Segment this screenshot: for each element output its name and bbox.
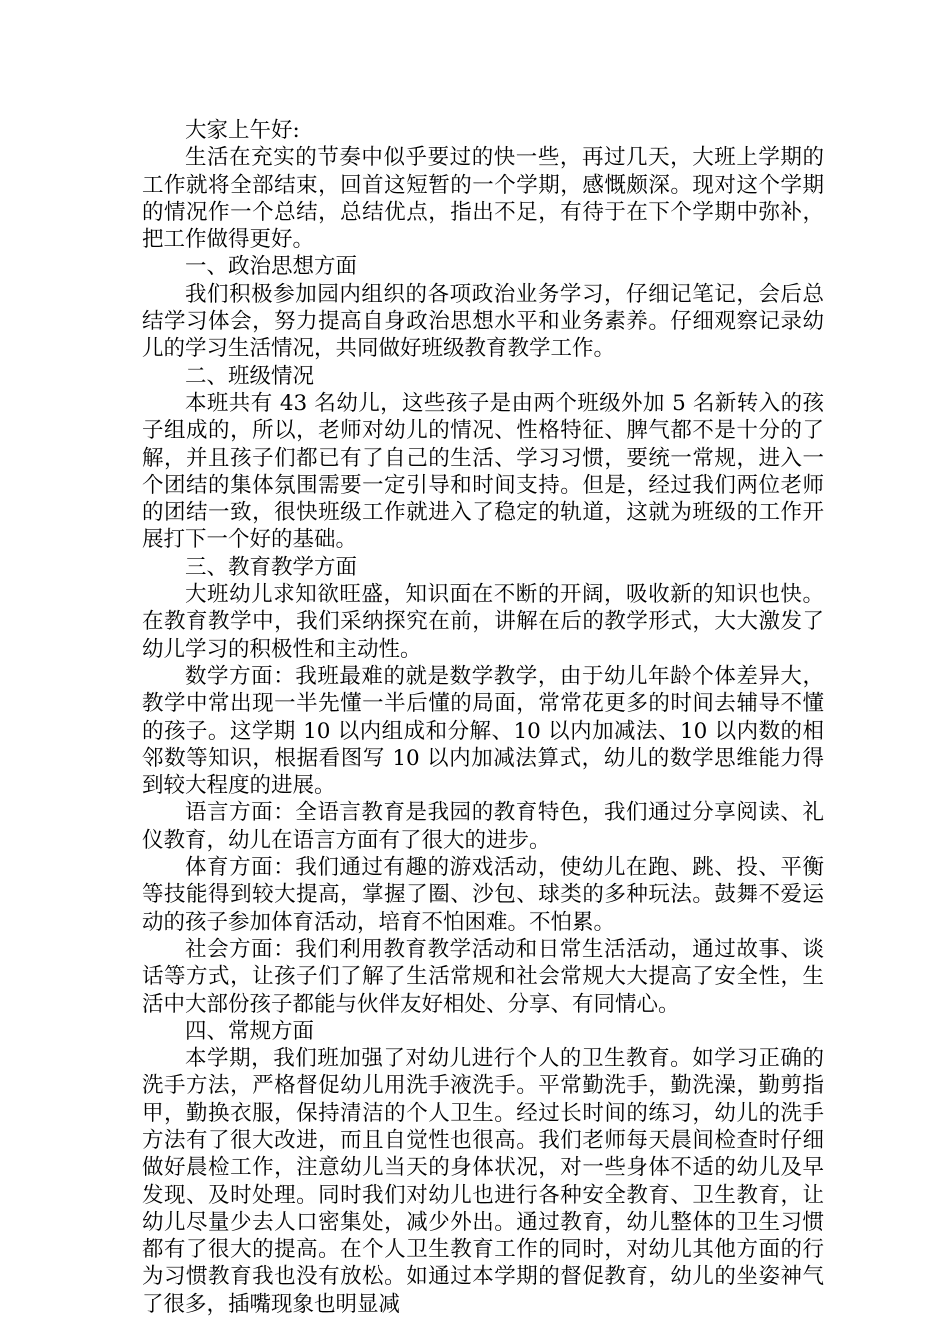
sports-paragraph: 体育方面：我们通过有趣的游戏活动，使幼儿在跑、跳、投、平衡等技能得到较大提高，掌握了圈、沙包、球类的多种玩法。鼓舞不爱运动的孩子参加体育活动，培育不怕困难。不怕累。 — [142, 855, 824, 935]
section-heading-teaching: 三、教育教学方面 — [185, 554, 358, 580]
section-heading-politics: 一、政治思想方面 — [185, 254, 358, 280]
class-paragraph: 本班共有 43 名幼儿，这些孩子是由两个班级外加 5 名新转入的孩子组成的，所以，老师对幼儿的情况、性格特征、脾气都不是十分的了解，并且孩子们都已有了自己的生活、学习习惯，要统一常规，进入一个团结的集体氛围需要一定引导和时间支持。但是，经过我们两位老师的团结一致，很快班级工作就进入了稳定的轨道，这就为班级的工作开展打下一个好的基础。 — [142, 390, 824, 553]
routine-paragraph: 本学期，我们班加强了对幼儿进行个人的卫生教育。如学习正确的洗手方法，严格督促幼儿用洗手液洗手。平常勤洗手，勤洗澡，勤剪指甲，勤换衣服，保持清洁的个人卫生。经过长时间的练习，幼儿的洗手方法有了很大改进，而且自觉性也很高。我们老师每天晨间检查时仔细做好晨检工作，注意幼儿当天的身体状况，对一些身体不适的幼儿及早发现、及时处理。同时我们对幼儿也进行各种安全教育、卫生教育，让幼儿尽量少去人口密集处，减少外出。通过教育，幼儿整体的卫生习惯都有了很大的提高。在个人卫生教育工作的同时，对幼儿其他方面的行为习惯教育我也没有放松。如通过本学期的督促教育，幼儿的坐姿神气了很多，插嘴现象也明显减 — [142, 1046, 824, 1317]
section-heading-routine: 四、常规方面 — [185, 1018, 315, 1044]
intro-paragraph: 生活在充实的节奏中似乎要过的快一些，再过几天，大班上学期的工作就将全部结束，回首这短暂的一个学期，感慨颇深。现对这个学期的情况作一个总结，总结优点，指出不足，有待于在下个学期中弥补，把工作做得更好。 — [142, 145, 824, 253]
politics-paragraph: 我们积极参加园内组织的各项政治业务学习，仔细记笔记，会后总结学习体会，努力提高自身政治思想水平和业务素养。仔细观察记录幼儿的学习生活情况，共同做好班级教育教学工作。 — [142, 281, 824, 362]
document-page — [142, 117, 824, 1318]
social-paragraph: 社会方面：我们利用教育教学活动和日常生活活动，通过故事、谈话等方式，让孩子们了解了生活常规和社会常规大大提高了安全性，生活中大部份孩子都能与伙伴友好相处、分享、有同情心。 — [142, 936, 824, 1017]
section-heading-class: 二、班级情况 — [185, 363, 315, 389]
greeting: 大家上午好: — [185, 118, 300, 143]
language-paragraph: 语言方面：全语言教育是我园的教育特色，我们通过分享阅读、礼仪教育，幼儿在语言方面有了很大的进步。 — [142, 800, 824, 853]
teaching-paragraph: 大班幼儿求知欲旺盛，知识面在不断的开阔，吸收新的知识也快。在教育教学中，我们采纳探究在前，讲解在后的教学形式，大大激发了幼儿学习的积极性和主动性。 — [142, 582, 824, 662]
math-paragraph: 数学方面：我班最难的就是数学教学，由于幼儿年龄个体差异大，教学中常出现一半先懂一半后懂的局面，常常花更多的时间去辅导不懂的孩子。这学期 10 以内组成和分解、10 以内加减法、10 以内数的相邻数等知识，根据看图写 10 以内加减法算式，幼儿的数学思维能力得到较大程度的进展。 — [142, 663, 824, 799]
